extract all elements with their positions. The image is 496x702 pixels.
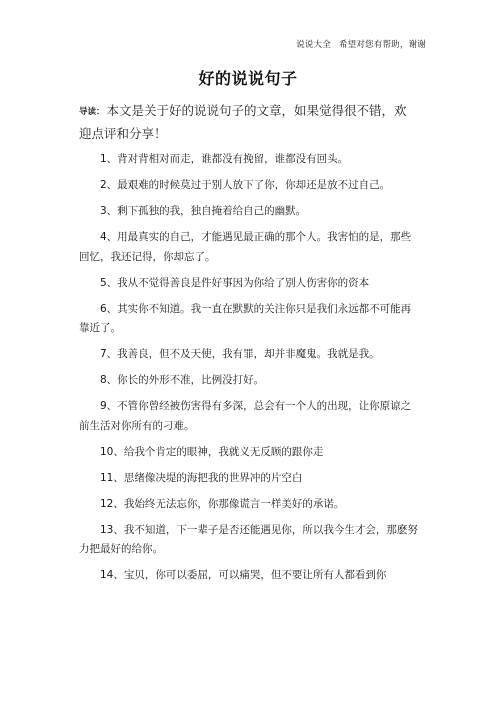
list-item: 7、我善良，但不及天使，我有罪，却并非魔鬼。我就是我。 [100, 348, 380, 360]
list-item: 12、我始终无法忘你，你那像谎言一样美好的承诺。 [100, 497, 345, 510]
document-title: 好的说说句子 [198, 69, 298, 88]
quote-list [79, 150, 419, 592]
header-slogan: 希望对您有帮助，谢谢 [338, 40, 426, 50]
list-item: 13、我不知道，下一辈子是否还能遇见你，所以我今生才会，那麽努力把最好的给你。 [79, 523, 418, 555]
page-header [296, 38, 426, 50]
list-item: 11、思绪像决堤的海把我的世界冲的片空白 [100, 471, 303, 484]
intro-label: 导读： [79, 107, 105, 117]
list-item: 5、我从不觉得善良是件好事因为你给了别人伤害你的资本 [100, 276, 370, 289]
list-item: 4、用最真实的自己，才能遇见最正确的那个人。我害怕的是，那些回忆，我还记得，你却忘了。 [79, 231, 412, 263]
intro-paragraph [79, 100, 419, 145]
list-item: 6、其实你不知道。我一直在默默的关注你只是我们永远都不可能再靠近了。 [79, 302, 412, 334]
list-item: 10、给我个肯定的眼神，我就义无反顾的跟你走 [100, 445, 324, 458]
list-item: 8、你长的外形不准，比例没打好。 [100, 374, 265, 386]
list-item: 1、背对背相对而走，谁都没有挽留，谁都没有回头。 [100, 153, 349, 165]
header-site-name: 说说大全 [296, 40, 331, 50]
list-item: 3、剩下孤独的我，独自掩着给自己的幽默。 [100, 205, 307, 217]
list-item: 9、不管你曾经被伤害得有多深，总会有一个人的出现，让你原谅之前生活对你所有的刁难。 [79, 400, 412, 432]
list-item: 2、最艰难的时候莫过于别人放下了你，你却还是放不过自己。 [100, 179, 391, 191]
intro-text: 本文是关于好的说说句子的文章，如果觉得很不错，欢迎点评和分享！ [79, 103, 407, 141]
list-item: 14、宝贝，你可以委屈，可以痛哭，但不要让所有人都看到你 [100, 569, 387, 581]
